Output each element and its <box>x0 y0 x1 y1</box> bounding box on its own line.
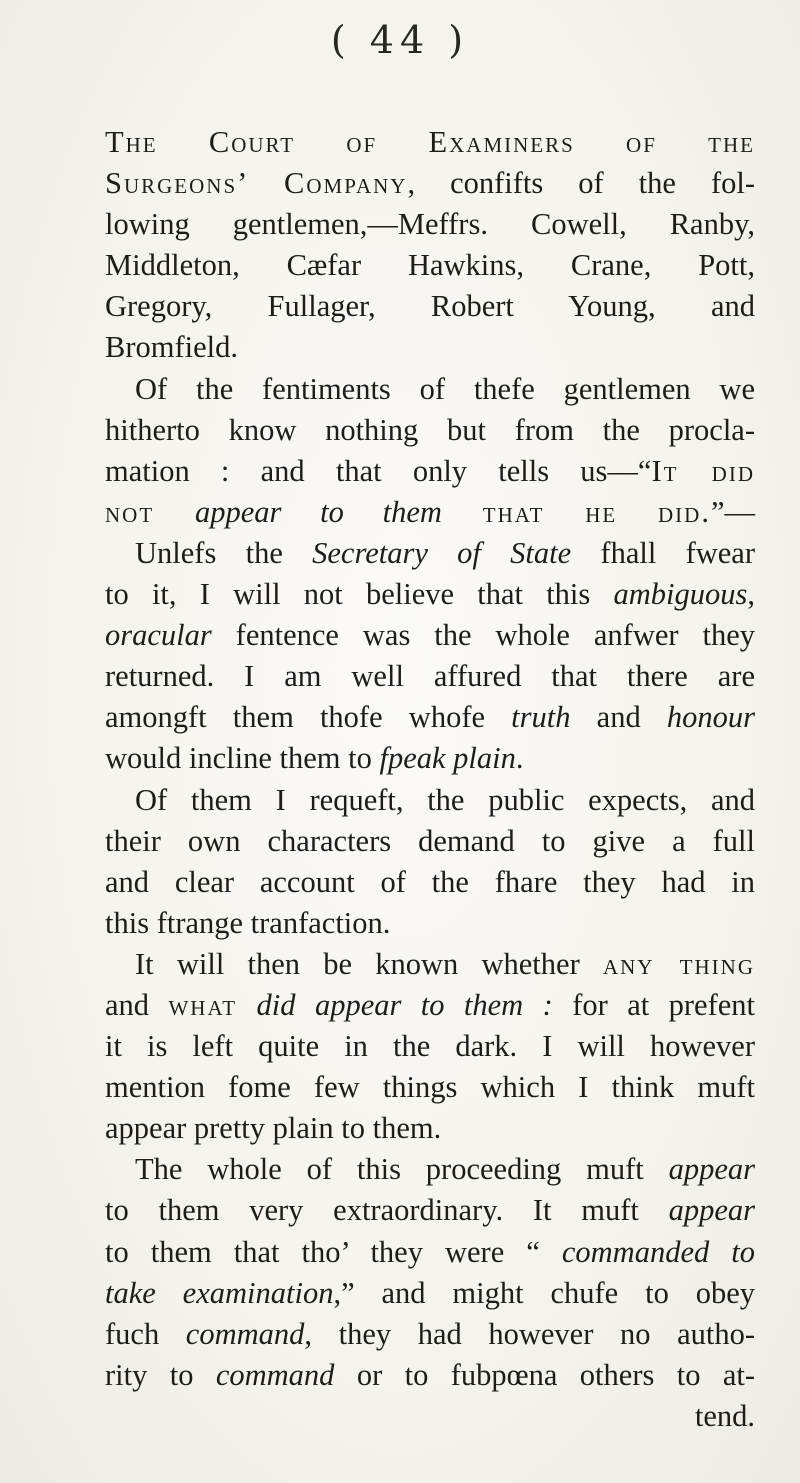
text-run: tend. <box>694 1398 755 1433</box>
text-run: fuch <box>105 1316 186 1351</box>
text-run: and <box>570 700 667 735</box>
text-line <box>105 1273 755 1314</box>
italic-text: commanded to <box>561 1234 755 1269</box>
page-number: ( 44 ) <box>330 18 470 62</box>
italic-text: appear <box>668 1193 755 1228</box>
body-text <box>105 122 755 1437</box>
small-caps-text: any thing <box>602 946 755 981</box>
text-run: Of the fentiments of thefe gentlemen we <box>135 371 755 406</box>
text-run: mention fome few things which I think muft <box>105 1070 755 1105</box>
text-line <box>105 1396 755 1437</box>
text-run: ,” and might chufe to obey <box>333 1275 755 1310</box>
text-run: . <box>515 741 524 776</box>
text-run: It will then be known whether <box>135 946 603 981</box>
text-line <box>105 369 755 410</box>
text-run: fhall fwear <box>571 535 755 570</box>
text-run: their own characters demand to give a full <box>105 823 755 858</box>
text-run: , <box>747 577 755 612</box>
small-caps-text: The Court of Examiners of the <box>105 125 755 159</box>
text-line <box>105 1149 755 1190</box>
italic-text: appear <box>668 1152 755 1187</box>
text-run: fentence was the whole anfwer they <box>211 618 755 653</box>
text-run: for at prefent <box>552 987 755 1022</box>
italic-text: oracular <box>105 618 212 653</box>
small-caps-text: what <box>168 987 238 1022</box>
italic-text: command <box>215 1357 335 1392</box>
text-line <box>105 862 755 903</box>
text-line <box>105 492 755 533</box>
italic-text: appear to them <box>194 494 442 529</box>
text-run: it is left quite in the dark. I will however <box>105 1029 755 1064</box>
text-line <box>105 985 755 1026</box>
italic-text: did appear to them : <box>256 987 553 1022</box>
text-run: to it, I will not believe that this <box>105 577 614 612</box>
text-line <box>105 533 755 574</box>
text-line <box>105 615 755 656</box>
text-run: ”— <box>710 494 755 529</box>
italic-text: ambiguous <box>613 577 748 612</box>
text-run: amongft them thofe whofe <box>105 700 512 735</box>
text-line <box>105 327 755 368</box>
text-run: returned. I am well affured that there are <box>105 659 755 694</box>
italic-text: take examination <box>105 1275 334 1310</box>
text-run: rity to <box>105 1357 216 1392</box>
text-line <box>105 1355 755 1396</box>
text-line <box>105 286 755 327</box>
text-run: Bromfield. <box>105 330 238 365</box>
text-line <box>105 656 755 697</box>
text-run: or to fubpœna others to at- <box>334 1357 755 1392</box>
text-line <box>105 780 755 821</box>
text-run: , they had however no autho- <box>304 1316 755 1351</box>
text-line <box>105 1232 755 1273</box>
text-run: would incline them to <box>105 741 380 776</box>
text-run: appear pretty plain to them. <box>105 1111 442 1146</box>
text-line <box>105 122 755 163</box>
text-line <box>105 204 755 245</box>
text-line <box>105 821 755 862</box>
small-caps-text: that he did. <box>441 494 711 529</box>
text-run: and clear account of the fhare they had in <box>105 864 755 899</box>
italic-text: fpeak plain <box>379 741 516 776</box>
text-run: lowing gentlemen,—Meffrs. Cowell, Ranby, <box>105 207 755 242</box>
text-line <box>105 1108 755 1149</box>
text-run: to them very extraordinary. It muft <box>105 1193 669 1228</box>
small-caps-text: It did <box>651 453 755 488</box>
text-run: hitherto know nothing but from the procla- <box>105 412 755 447</box>
text-line <box>105 410 755 451</box>
text-run: and <box>105 987 169 1022</box>
text-line <box>105 245 755 286</box>
text-line <box>105 574 755 615</box>
text-line <box>105 903 755 944</box>
text-run: Unlefs the <box>135 535 313 570</box>
text-run: Gregory, Fullager, Robert Young, and <box>105 289 755 324</box>
text-run: mation : and that only tells us—“ <box>105 453 652 488</box>
text-run: , confifts of the fol- <box>407 166 755 201</box>
italic-text: honour <box>666 700 755 735</box>
text-line <box>105 163 755 204</box>
text-run: to them that tho’ they were “ <box>105 1234 562 1269</box>
italic-text: Secretary of State <box>312 535 572 570</box>
italic-text: command <box>185 1316 305 1351</box>
text-run: this ftrange tranfaction. <box>105 905 391 940</box>
text-line <box>105 1026 755 1067</box>
text-line <box>105 1067 755 1108</box>
small-caps-text: Surgeons’ Company <box>105 166 408 201</box>
text-line <box>105 697 755 738</box>
text-run: Middleton, Cæfar Hawkins, Crane, Pott, <box>105 248 755 283</box>
italic-text: truth <box>511 700 571 735</box>
small-caps-text: not <box>105 494 195 529</box>
text-line <box>105 1314 755 1355</box>
text-run: The whole of this proceeding muft <box>135 1152 669 1187</box>
text-run <box>237 988 256 1022</box>
text-line <box>105 1190 755 1231</box>
text-line <box>105 451 755 492</box>
text-run: Of them I requeft, the public expects, and <box>135 782 755 817</box>
text-line <box>105 738 755 779</box>
text-line <box>105 944 755 985</box>
